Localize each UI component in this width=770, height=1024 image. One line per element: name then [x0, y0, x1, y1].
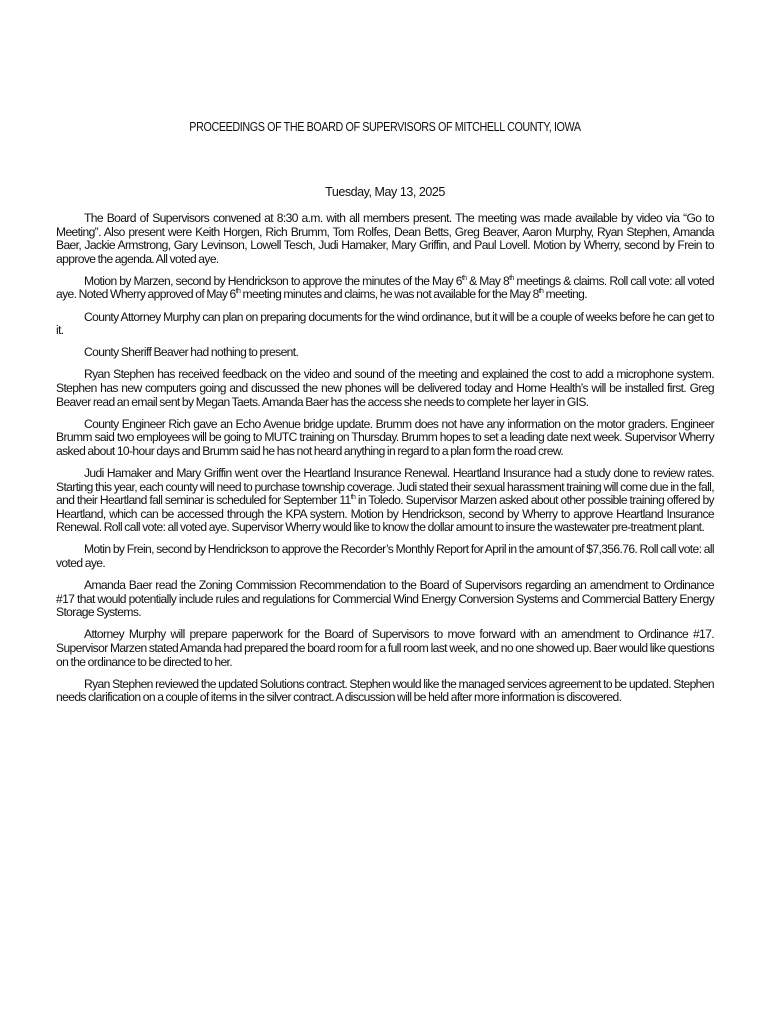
paragraph-text: County Attorney Murphy can plan on preparing documents for the wind ordinance, but it will be a couple of weeks before he can get to it.: [56, 309, 714, 338]
paragraph-text: in Toledo. Supervisor Marzen asked about other possible training offered by Heartland, which can be accessed through the KPA system. Motion by Hendrickson, second by Wherry to approve Heartland Insurance Renewal. Roll call vote: all voted aye. Supervisor Wherry would like to know the dollar amount to insure the wastewater pre-treatment plant.: [56, 493, 714, 535]
paragraph: [56, 346, 714, 360]
paragraph-text: Ryan Stephen reviewed the updated Solutions contract. Stephen would like the managed services agreement to be updated. Stephen needs clarification on a couple of items in the silver contract. A discussion will be held after more information is discovered.: [56, 676, 714, 705]
meeting-date: Tuesday, May 13, 2025: [325, 185, 445, 199]
ordinal-suffix: th: [538, 288, 544, 296]
paragraph: [56, 678, 714, 705]
paragraph: [56, 368, 714, 409]
ordinal-suffix: th: [509, 274, 514, 282]
paragraph-text: meeting.: [543, 287, 587, 302]
paragraph-text: County Engineer Rich gave an Echo Avenue bridge update. Brumm does not have any information on the motor graders. Engineer Brumm said two employees will be going to MUTC training on Thursday. Brumm hopes to set a leading date next week. Supervisor Wherry asked about 10-hour days and Brumm said he has not heard anything in regard to a plan form the road crew.: [56, 416, 714, 458]
paragraph-text: Motin by Frein, second by Hendrickson to approve the Recorder’s Monthly Report for April in the amount of $7,356.76. Roll call vote: all voted aye.: [56, 542, 714, 570]
paragraph: [56, 579, 714, 620]
paragraph-text: The Board of Supervisors convened at 8:30 a.m. with all members present. The meeting was made available by video via “Go to Meeting”. Also present were Keith Horgen, Rich Brumm, Tom Rolfes, Dean Betts, Greg Beaver, Aaron Murphy, Ryan Stephen, Amanda Baer, Jackie Armstrong, Gary Levinson, Lowell Tesch, Judi Hamaker, Mary Griffin, and Paul Lovell. Motion by Wherry, second by Frein to approve the agenda. All voted aye.: [56, 211, 714, 266]
paragraph-text: Ryan Stephen has received feedback on the video and sound of the meeting and explained the cost to add a microphone system. Stephen has new computers going and discussed the new phones will be delivered today and Home Health’s will be installed first. Greg Beaver read an email sent by Megan Taets. Amanda Baer has the access she needs to complete her layer in GIS.: [56, 367, 714, 409]
paragraph: [56, 467, 714, 535]
paragraph-text: Motion by Marzen, second by Hendrickson to approve the minutes of the May 6: [84, 273, 462, 288]
ordinal-suffix: th: [235, 288, 241, 296]
ordinal-suffix: th: [350, 494, 356, 502]
paragraph-text: meetings & claims. Roll call vote: all voted aye. Noted Wherry approved of May 6: [56, 273, 714, 302]
proceedings-body: [56, 212, 714, 713]
paragraph: [56, 628, 714, 669]
paragraph: [56, 543, 714, 570]
paragraph-text: Amanda Baer read the Zoning Commission Recommendation to the Board of Supervisors regarding an amendment to Ordinance #17 that would potentially include rules and regulations for Commercial Wind Energy Conversion Systems and Commercial Battery Energy Storage Systems.: [56, 578, 714, 620]
paragraph: [56, 275, 714, 302]
paragraph: [56, 311, 714, 338]
paragraph-text: Judi Hamaker and Mary Griffin went over the Heartland Insurance Renewal. Heartland Insurance had a study done to review rates. Starting this year, each county will need to purchase township coverage. Judi stated their sexual harassment training will come due in the fall, and their Heartland fall seminar is scheduled for September 11: [56, 465, 714, 508]
paragraph-text: meeting minutes and claims, he was not available for the May 8: [240, 287, 539, 302]
paragraph: [56, 418, 714, 459]
paragraph-text: County Sheriff Beaver had nothing to present.: [84, 345, 299, 360]
paragraph-text: & May 8: [466, 273, 510, 288]
ordinal-suffix: th: [461, 274, 467, 282]
paragraph-text: Attorney Murphy will prepare paperwork for the Board of Supervisors to move forward with an amendment to Ordinance #17. Supervisor Marzen stated Amanda had prepared the board room for a full room last week, and no one showed up. Baer would like questions on the ordinance to be directed to her.: [56, 627, 714, 669]
paragraph: [56, 212, 714, 266]
document-title: PROCEEDINGS OF THE BOARD OF SUPERVISORS OF MITCHELL COUNTY, IOWA: [189, 120, 581, 134]
